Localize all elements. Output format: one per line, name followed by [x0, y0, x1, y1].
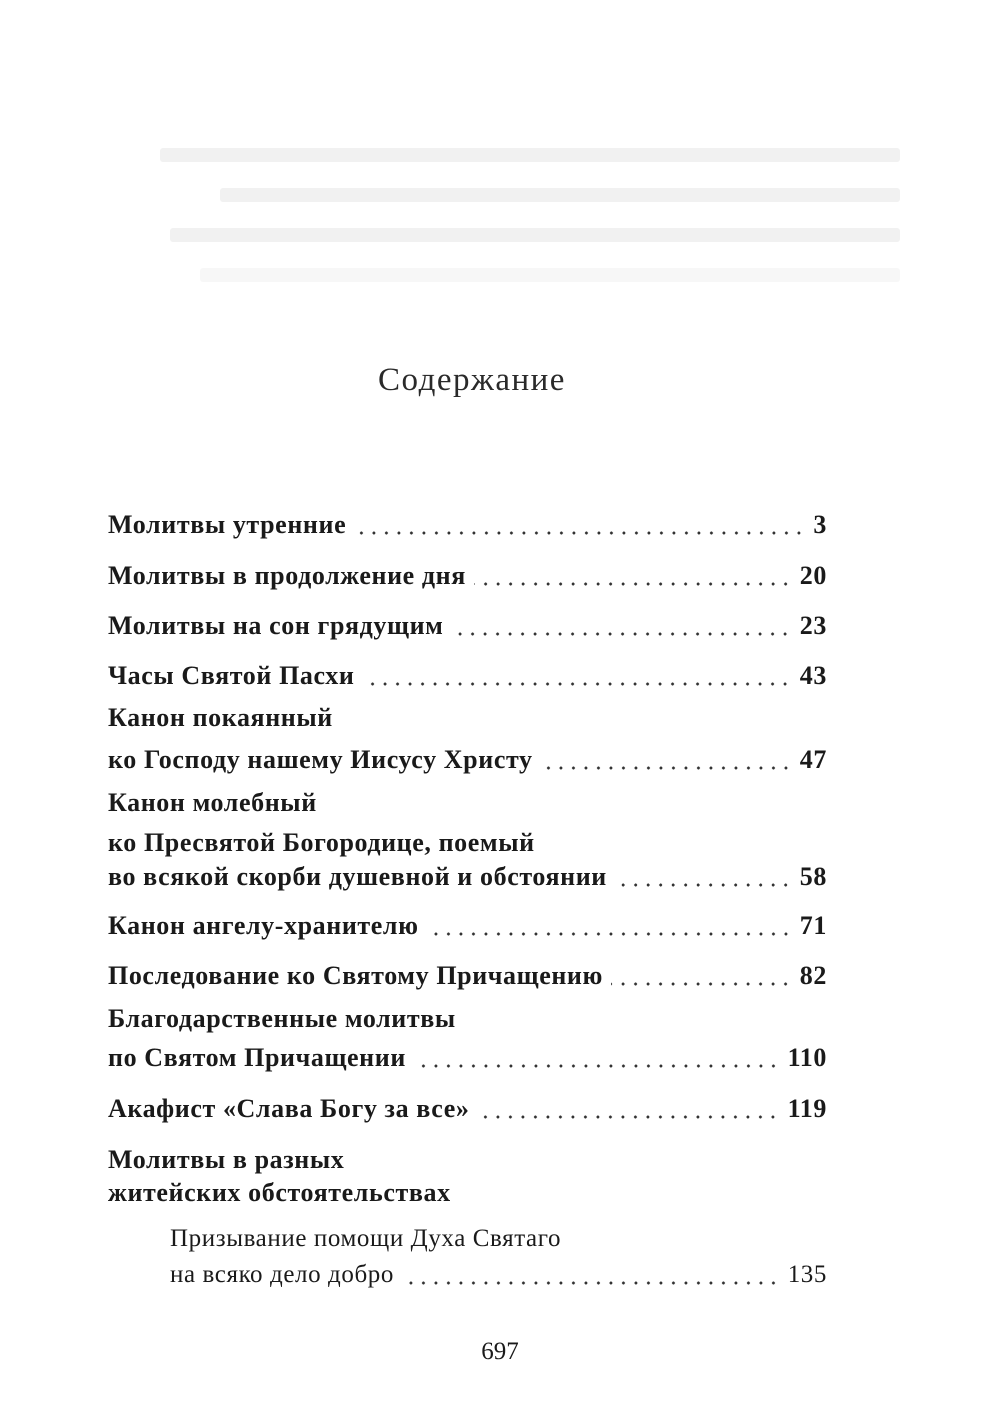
toc-entry-line	[108, 703, 827, 733]
dot-leader	[354, 510, 805, 540]
dot-leader	[541, 745, 792, 775]
entry-page: 20	[799, 561, 827, 590]
dot-leader	[477, 1094, 779, 1124]
entry-title: Призывание помощи Духа Святаго	[170, 1225, 562, 1252]
entry-page: 58	[799, 862, 827, 891]
toc-entry	[108, 510, 827, 540]
entry-page: 47	[799, 745, 827, 774]
dot-leader	[611, 961, 792, 991]
dot-leader	[615, 862, 792, 892]
entry-title: ко Пресвятой Богородице, поемый	[108, 828, 535, 857]
entry-page: 43	[799, 661, 827, 690]
dot-leader	[427, 911, 792, 941]
toc-entry	[108, 911, 827, 941]
entry-title: Благодарственные молитвы	[108, 1004, 456, 1033]
toc-entry	[108, 862, 827, 892]
entry-title: Канон покаянный	[108, 703, 333, 732]
toc-entry-line	[108, 1004, 827, 1034]
entry-title: Последование ко Святому Причащению	[108, 961, 603, 990]
dot-leader	[451, 611, 791, 641]
page-number: 697	[481, 1338, 519, 1365]
toc-entry	[108, 745, 827, 775]
entry-page: 3	[813, 510, 827, 539]
toc-subentry-line	[170, 1224, 827, 1254]
entry-title: по Святом Причащении	[108, 1043, 406, 1072]
page-title: Содержание	[378, 362, 566, 398]
toc-entry	[108, 1043, 827, 1073]
toc-entry-line	[108, 788, 827, 818]
entry-title: ко Господу нашему Иисусу Христу	[108, 745, 533, 774]
entry-title: житейских обстоятельствах	[108, 1178, 451, 1207]
entry-page: 119	[787, 1094, 827, 1123]
toc-entry	[108, 611, 827, 641]
entry-title: Молитвы в разных	[108, 1145, 345, 1174]
dot-leader	[414, 1043, 780, 1073]
toc-entry	[108, 561, 827, 591]
entry-title: Молитвы в продолжение дня	[108, 561, 466, 590]
entry-title: во всякой скорби душевной и обстоянии	[108, 862, 607, 891]
toc-section-heading	[108, 1178, 827, 1208]
toc-entry	[108, 661, 827, 691]
toc-section-heading	[108, 1145, 827, 1175]
toc-entry	[108, 961, 827, 991]
entry-title: Канон молебный	[108, 788, 317, 817]
entry-title: Акафист «Слава Богу за все»	[108, 1094, 470, 1123]
toc-entry	[108, 1094, 827, 1124]
entry-page: 23	[799, 611, 827, 640]
toc-subentry	[170, 1260, 827, 1290]
entry-title: на всяко дело добро	[170, 1261, 394, 1288]
dot-leader	[402, 1260, 780, 1290]
entry-title: Канон ангелу-хранителю	[108, 911, 419, 940]
entry-title: Часы Святой Пасхи	[108, 661, 355, 690]
toc-entry-line	[108, 828, 827, 858]
entry-title: Молитвы утренние	[108, 510, 347, 539]
entry-page: 110	[787, 1043, 827, 1072]
dot-leader	[474, 561, 792, 591]
entry-page: 82	[799, 961, 827, 990]
dot-leader	[362, 661, 791, 691]
entry-page: 135	[787, 1261, 827, 1288]
entry-title: Молитвы на сон грядущим	[108, 611, 444, 640]
entry-page: 71	[799, 911, 827, 940]
